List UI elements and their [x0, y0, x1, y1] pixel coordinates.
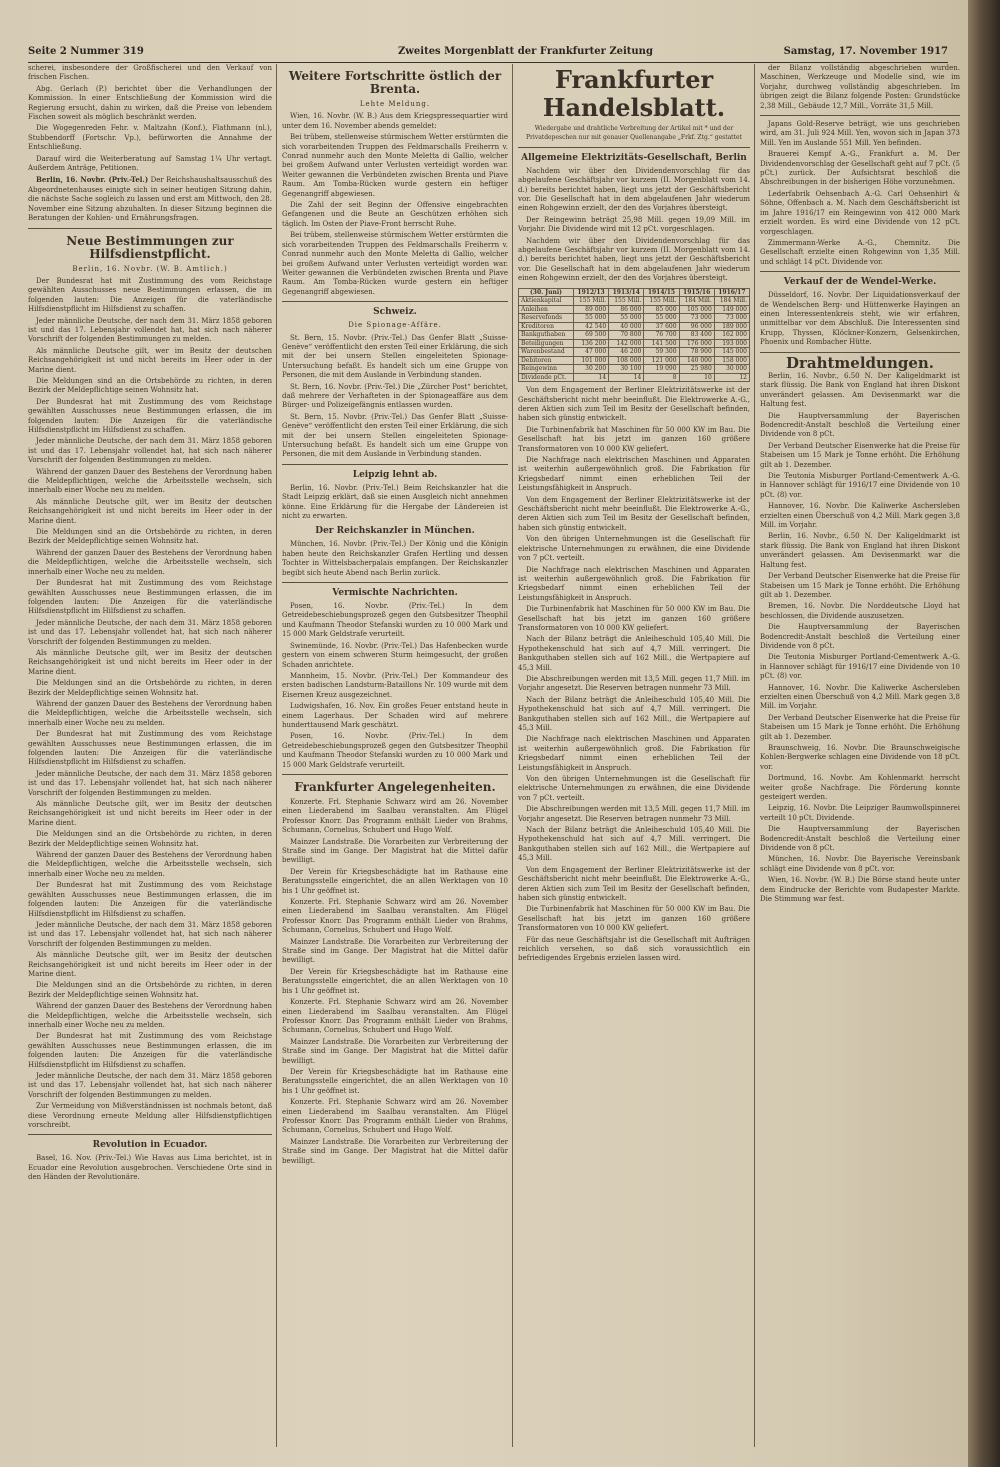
- table-cell: 142 000: [609, 339, 644, 348]
- article-text: Bei trübem, stellenweise stürmischem Wetter erstürmten die sich vorarbeitenden Truppen des Feldmarschalls Freiherrn v. Conrad nunmehr auch den Monte Meletta di Gallio, welcher bei großem Aufwand unter Verlusten verteidigt worden war. Weiter gewannen die Verbündeten zwischen Brenta und Piave Raum. Am Tomba-Rücken wurde gestern ein heftiger Gegenangriff abgewiesen.: [282, 231, 508, 296]
- divider: [282, 464, 508, 465]
- article-text: Bei trübem, stellenweise stürmischem Wetter erstürmten die sich vorarbeitenden Truppen des Feldmarschalls Freiherrn v. Conrad nunmehr auch den Monte Meletta di Gallio, welcher bei großem Aufwand unter Verlusten verteidigt worden war. Weiter gewannen die Verbündeten zwischen Brenta und Piave Raum. Am Tomba-Rücken wurde gestern ein heftiger Gegenangriff abgewiesen.: [282, 133, 508, 198]
- article-text: Konzerte. Frl. Stephanie Schwarz wird am 26. November einen Liederabend im Saalbau veranstalten. Am Flügel Professor Knorr. Das Programm enthält Lieder von Brahms, Schumann, Cornelius, Schubert und Hugo Wolf.: [282, 898, 508, 935]
- divider: [760, 352, 960, 353]
- table-cell: 78 900: [679, 348, 714, 357]
- divider: [282, 301, 508, 302]
- article-text: Die Abschreibungen werden mit 13,5 Mill. gegen 11,7 Mill. im Vorjahr angesetzt. Die Reserven betragen nunmehr 73 Mill.: [518, 805, 750, 823]
- article-text: St. Bern, 15. Novbr. (Priv.-Tel.) Das Genfer Blatt „Suisse-Genève“ veröffentlicht den ersten Teil einer Erklärung, die sich mit der bei unsern Stellen eingeleiteten Spionage-Untersuchung befaßt. Es handelt sich um eine Gruppe von Personen, die mit dem Auslande in Verbindung standen.: [282, 333, 508, 380]
- article-text: Als männliche Deutsche gilt, wer im Besitz der deutschen Reichsangehörigkeit ist und nicht bereits im Heer oder in der Marine dient.: [28, 648, 272, 676]
- table-cell: 176 000: [679, 339, 714, 348]
- article-text: Mainzer Landstraße. Die Vorarbeiten zur Verbreiterung der Straße sind im Gange. Der Magistrat hat die Mittel dafür bewilligt.: [282, 837, 508, 865]
- article-text: Die Hauptversammlung der Bayerischen Bodencredit-Anstalt beschloß die Verteilung einer Dividende von 8 pCt.: [760, 623, 960, 650]
- section-masthead: Frankfurter Handelsblatt.: [542, 65, 726, 122]
- table-cell: 8: [644, 373, 679, 382]
- article-text: Jeder männliche Deutsche, der nach dem 31. März 1858 geboren ist und das 17. Lebensjahr vollendet hat, hat sich nach näherer Vorschrift der folgenden Bestimmungen zu melden.: [28, 618, 272, 646]
- article-text: Von dem Engagement der Berliner Elektrizitätswerke ist der Geschäftsbericht nicht mehr beeinflußt. Die Elektrowerke A.-G., deren Aktien sich zum Teil im Besitz der Gesellschaft befinden, haben sich günstig entwickelt.: [518, 386, 750, 423]
- article-text: Jeder männliche Deutsche, der nach dem 31. März 1858 geboren ist und das 17. Lebensjahr vollendet hat, hat sich nach näherer Vorschrift der folgenden Bestimmungen zu melden.: [28, 769, 272, 797]
- column-4: [760, 64, 960, 1447]
- table-header-cell: (30. Juni): [519, 288, 574, 297]
- table-cell: 155 Mill.: [609, 297, 644, 306]
- article-text: Der Bundesrat hat mit Zustimmung des vom Reichstage gewählten Ausschusses neue Bestimmungen erlassen, die im folgenden lauten: Die Anzeigen für die vaterländische Hilfsdienstpflicht im Hilfsdienst zu schaffen.: [28, 579, 272, 616]
- dateline: Berlin, 16. Novbr. (W. B. Amtlich.): [72, 264, 228, 273]
- table-cell: 101 000: [573, 356, 608, 365]
- article-text: Als männliche Deutsche gilt, wer im Besitz der deutschen Reichsangehörigkeit ist und nicht bereits im Heer oder in der Marine dient.: [28, 800, 272, 827]
- table-cell: 136 200: [573, 339, 608, 348]
- article-text: Wien, 16. Novbr. (W. B.) Aus dem Kriegspressequartier wird unter dem 16. November abends gemeldet:: [282, 112, 508, 130]
- article-text: Der Reichshaushaltsausschuß des Abgeordnetenhauses einigte sich in seiner heutigen Sitzung dahin, die nächste Sache sogleich zu lassen und erst am Mittwoch, den 28. November eine Sitzung abzuhalten. In dieser Sitzung beginnen die Beratungen der Kohlen- und Ernährungsfragen.: [28, 176, 272, 223]
- article-text: Während der ganzen Dauer des Bestehens der Verordnung haben die Meldepflichtigen, welche die Arbeitsstelle wechseln, sich innerhalb einer Woche neu zu melden.: [28, 548, 272, 576]
- table-cell: 121 000: [644, 356, 679, 365]
- article-text: Der Verband Deutscher Eisenwerke hat die Preise für Stabeisen um 15 Mark je Tonne erhöht. Die Erhöhung gilt ab 1. Dezember.: [760, 713, 960, 741]
- article-text: Nach der Bilanz beträgt die Anleiheschuld 105,40 Mill. Die Hypothekenschuld hat sich auf 4,7 Mill. verringert. Die Bankguthaben stellen sich auf 162 Mill., die Wertpapiere auf 45,3 Mill.: [518, 826, 750, 863]
- table-cell: Warenbestand: [519, 348, 574, 357]
- table-cell: 19 090: [644, 365, 679, 374]
- article-text: Der Verein für Kriegsbeschädigte hat im Rathause eine Beratungsstelle eingerichtet, die an allen Werktagen von 10 bis 1 Uhr geöffnet ist.: [282, 1067, 508, 1095]
- article-text: Für das neue Geschäftsjahr ist die Gesellschaft mit Aufträgen reichlich versehen, so daß sich voraussichtlich ein befriedigendes Ergebnis erzielen lassen wird.: [518, 935, 750, 963]
- article-text: Jeder männliche Deutsche, der nach dem 31. März 1858 geboren ist und das 17. Lebensjahr vollendet hat, hat sich nach näherer Vorschrift der folgenden Bestimmungen zu melden.: [28, 437, 272, 465]
- article-text: Von den übrigen Unternehmungen ist die Gesellschaft für elektrische Unternehmungen zu erwähnen, die eine Dividende von 7 pCt. verteilt.: [518, 535, 750, 563]
- article-text: Während der ganzen Dauer des Bestehens der Verordnung haben die Meldepflichtigen, welche die Arbeitsstelle wechseln, sich innerhalb einer Woche neu zu melden.: [28, 851, 272, 878]
- article-text: Die Turbinenfabrik hat Maschinen für 50 000 KW im Bau. Die Gesellschaft hat bis jetzt im ganzen 160 größere Transformatoren von 10 000 KW geliefert.: [518, 905, 750, 933]
- article-text: Der Verband Deutscher Eisenwerke hat die Preise für Stabeisen um 15 Mark je Tonne erhöht. Die Erhöhung gilt ab 1. Dezember.: [760, 572, 960, 599]
- article-text: Swinemünde, 16. Novbr. (Priv.-Tel.) Das Hafenbecken wurde gestern von einem schweren Sturm heimgesucht, der großen Schaden anrichtete.: [282, 641, 508, 669]
- table-cell: 14: [573, 373, 608, 382]
- article-text: Die Hauptversammlung der Bayerischen Bodencredit-Anstalt beschloß die Verteilung einer Dividende von 8 pCt.: [760, 411, 960, 439]
- article-text: Während der ganzen Dauer des Bestehens der Verordnung haben die Meldepflichtigen, welche die Arbeitsstelle wechseln, sich innerhalb einer Woche neu zu melden.: [28, 699, 272, 727]
- article-text: Mannheim, 15. Novbr. (Priv.-Tel.) Der Kommandeur des ersten badischen Landsturm-Bataillons Nr. 109 wurde mit dem Eisernen Kreuz ausgezeichnet.: [282, 671, 508, 699]
- divider: [28, 1134, 272, 1135]
- column-1: [28, 64, 272, 1447]
- headline: Neue Bestimmungen zur Hilfsdienstpflicht.: [66, 233, 234, 261]
- article-text: Darauf wird die Weiterberatung auf Samstag 1¼ Uhr vertagt. Außerdem Anträge, Petitionen.: [28, 154, 272, 173]
- headline: Der Reichskanzler in München.: [315, 526, 475, 537]
- article-text: Als männliche Deutsche gilt, wer im Besitz der deutschen Reichsangehörigkeit ist und nicht bereits im Heer oder in der Marine dient.: [28, 951, 272, 978]
- article-text: Der Bundesrat hat mit Zustimmung des vom Reichstage gewählten Ausschusses neue Bestimmungen erlassen, die im folgenden lauten: Die Anzeigen für die vaterländische Hilfsdienstpflicht im Hilfsdienst zu schaffen.: [28, 730, 272, 767]
- divider: [760, 115, 960, 116]
- table-cell: 12: [714, 373, 749, 382]
- article-text: München, 16. Novbr. (Priv.-Tel.) Der König und die Königin haben heute den Reichskanzler Grafen Hertling und dessen Tochter in Wittelsbacherpalais empfangen. Der Reichskanzler begibt sich heute Abend nach Berlin zurück.: [282, 540, 508, 577]
- article-text: Brauerei Kempf A.-G., Frankfurt a. M. Der Dividendenvorschlag der Gesellschaft geht auf 7 pCt. (5 pCt.) zurück. Der Aufsichtsrat beschloß die Abschreibungen in der bisherigen Höhe vorzunehmen.: [760, 150, 960, 187]
- balance-table: [518, 288, 750, 383]
- table-header-cell: 1914/15: [644, 288, 679, 297]
- column-rule: [512, 64, 513, 1447]
- article-text: Während der ganzen Dauer des Bestehens der Verordnung haben die Meldepflichtigen, welche die Arbeitsstelle wechseln, sich innerhalb einer Woche neu zu melden.: [28, 467, 272, 495]
- article-text: Der Verband Deutscher Eisenwerke hat die Preise für Stabeisen um 15 Mark je Tonne erhöht. Die Erhöhung gilt ab 1. Dezember.: [760, 441, 960, 469]
- article-text: Die Zahl der seit Beginn der Offensive eingebrachten Gefangenen und die Beute an Geschützen erhöhen sich täglich. Im Osten der Piave-Front herrscht Ruhe.: [282, 201, 508, 228]
- article-text: Als männliche Deutsche gilt, wer im Besitz der deutschen Reichsangehörigkeit ist und nicht bereits im Heer oder in der Marine dient.: [28, 497, 272, 525]
- article-text: Basel, 16. Nov. (Priv.-Tel.) Wie Havas aus Lima berichtet, ist in Ecuador eine Revolution ausgebrochen. Verschiedene Orte sind in den Händen der Revolutionäre.: [28, 1154, 272, 1182]
- article-text: Bremen, 16. Novbr. Die Norddeutsche Lloyd hat beschlossen, die Dividende auszusetzen.: [760, 602, 960, 620]
- divider: [760, 271, 960, 272]
- table-cell: 70 800: [609, 331, 644, 340]
- table-header-cell: 1915/16: [679, 288, 714, 297]
- article-text: Berlin, 16. Novbr. (Priv.-Tel.) Beim Reichskanzler hat die Stadt Leipzig erklärt, daß sie einen Ausgleich nicht annehmen könne. Eine Erklärung für die Hergabe der Ländereien ist nicht zu erwarten.: [282, 483, 508, 521]
- table-cell: 40 000: [609, 322, 644, 331]
- table-cell: 59 300: [644, 348, 679, 357]
- subheadline: Lehte Meldung.: [359, 100, 431, 108]
- page-header: [28, 44, 948, 63]
- article-text: Berlin, 16. Novbr., 6.50 N. Der Kaligeldmarkt ist stark flüssig. Die Bank von England hat ihren Diskont unverändert gelassen. Am Devisenmarkt war die Haltung fest.: [760, 532, 960, 569]
- article-text: Die Teutonia Misburger Portland-Cementwerk A.-G. in Hannover schlägt für 1916/17 eine Dividende von 10 pCt. (8) vor.: [760, 472, 960, 499]
- table-cell: 86 000: [609, 305, 644, 314]
- table-row: [519, 365, 750, 374]
- article-text: Von dem Engagement der Berliner Elektrizitätswerke ist der Geschäftsbericht nicht mehr beeinflußt. Die Elektrowerke A.-G., deren Aktien sich zum Teil im Besitz der Gesellschaft befinden, haben sich günstig entwickelt.: [518, 865, 750, 902]
- article-text: Der Bundesrat hat mit Zustimmung des vom Reichstage gewählten Ausschusses neue Bestimmungen erlassen, die im folgenden lauten: Die Anzeigen für die vaterländische Hilfsdienstpflicht im Hilfsdienst zu schaffen.: [28, 397, 272, 434]
- table-cell: 73 000: [679, 314, 714, 323]
- table-row: [519, 331, 750, 340]
- issue-date: Samstag, 17. November 1917: [783, 46, 948, 57]
- headline: Leipzig lehnt ab.: [352, 469, 438, 480]
- article-text: Die Meldungen sind an die Ortsbehörde zu richten, in deren Bezirk der Meldepflichtige seinen Wohnsitz hat.: [28, 376, 272, 395]
- article-text: Nachdem wir über den Dividendenvorschlag für das abgelaufene Geschäftsjahr vor kurzem (II. Morgenblatt vom 14. d.) bereits berichtet haben, liegt uns jetzt der Geschäftsbericht vor. Die Gesellschaft hat in dem abgelaufenen Jahr wiederum einen Rohgewinn erzielt, der den des Vorjahres übersteigt.: [518, 166, 750, 213]
- headline: Revolution in Ecuador.: [92, 1140, 208, 1151]
- article-text: Der Bundesrat hat mit Zustimmung des vom Reichstage gewählten Ausschusses neue Bestimmungen erlassen, die im folgenden lauten: Die Anzeigen für die vaterländische Hilfsdienstpflicht im Hilfsdienst zu schaffen.: [28, 881, 272, 918]
- table-cell: 83 400: [679, 331, 714, 340]
- article-text: St. Bern, 16. Novbr. (Priv.-Tel.) Die „Zürcher Post“ berichtet, daß mehrere der Verhafteten in der Spionageaffäre aus dem Bürger- und Polizeigefängnis entlassen wurden.: [282, 382, 508, 410]
- article-text: Die Wogegenreden Fehr. v. Maltzahn (Konf.), Flathmann (nl.), Stubbendorff (Fortschr. Vp.), befürworten die Annahme der Entschließung.: [28, 124, 272, 152]
- newspaper-title: Zweites Morgenblatt der Frankfurter Zeitung: [398, 46, 653, 57]
- table-cell: 69 500: [573, 331, 608, 340]
- table-cell: Debitoren: [519, 356, 574, 365]
- article-text: Nachdem wir über den Dividendenvorschlag für das abgelaufene Geschäftsjahr vor kurzem (II. Morgenblatt vom 14. d.) bereits berichtet haben, liegt uns jetzt der Geschäftsbericht vor. Die Gesellschaft hat in dem abgelaufenen Jahr wiederum einen Rohgewinn erzielt, der den des Vorjahres übersteigt.: [518, 236, 750, 283]
- article-text: Der Bundesrat hat mit Zustimmung des vom Reichstage gewählten Ausschusses neue Bestimmungen erlassen, die im folgenden lauten: Die Anzeigen für die vaterländische Hilfsdienstpflicht im Hilfsdienst zu schaffen.: [28, 276, 272, 314]
- table-cell: 30 100: [609, 365, 644, 374]
- article-text: Der Verein für Kriegsbeschädigte hat im Rathause eine Beratungsstelle eingerichtet, die an allen Werktagen von 10 bis 1 Uhr geöffnet ist.: [282, 867, 508, 895]
- table-cell: Anleihen: [519, 305, 574, 314]
- table-cell: 193 000: [714, 339, 749, 348]
- article-text: Wien, 16. Novbr. (W. B.) Die Börse stand heute unter dem Eindrucke der Berichte vom Budapester Markte. Die Stimmung war fest.: [760, 876, 960, 904]
- table-header-cell: 1913/14: [609, 288, 644, 297]
- table-cell: Kreditoren: [519, 322, 574, 331]
- article-text: Nach der Bilanz beträgt die Anleiheschuld 105,40 Mill. Die Hypothekenschuld hat sich auf 4,7 Mill. verringert. Die Bankguthaben stellen sich auf 162 Mill., die Wertpapiere auf 45,3 Mill.: [518, 695, 750, 732]
- table-cell: 184 Mill.: [714, 297, 749, 306]
- headline: Verkauf der de Wendel-Werke.: [783, 277, 937, 288]
- article-text: Die Turbinenfabrik hat Maschinen für 50 000 KW im Bau. Die Gesellschaft hat bis jetzt im ganzen 160 größere Transformatoren von 10 000 KW geliefert.: [518, 605, 750, 632]
- headline: Frankfurter Angelegenheiten.: [294, 779, 496, 794]
- article-text: Die Meldungen sind an die Ortsbehörde zu richten, in deren Bezirk der Meldepflichtige seinen Wohnsitz hat.: [28, 830, 272, 848]
- table-row: [519, 297, 750, 306]
- article-text: Die Turbinenfabrik hat Maschinen für 50 000 KW im Bau. Die Gesellschaft hat bis jetzt im ganzen 160 größere Transformatoren von 10 000 KW geliefert.: [518, 425, 750, 453]
- article-text: München, 16. Novbr. Die Bayerische Vereinsbank schlägt eine Dividende von 8 pCt. vor.: [760, 855, 960, 873]
- article-text: Leipzig, 16. Novbr. Die Leipziger Baumwollspinnerei verteilt 10 pCt. Dividende.: [760, 804, 960, 822]
- subheadline: Die Spionage-Affäre.: [348, 321, 442, 330]
- table-cell: 10: [679, 373, 714, 382]
- table-cell: 162 000: [714, 331, 749, 340]
- column-rule: [276, 64, 277, 1447]
- article-text: Die Abschreibungen werden mit 13,5 Mill. gegen 11,7 Mill. im Vorjahr angesetzt. Die Reserven betragen nunmehr 73 Mill.: [518, 674, 750, 693]
- article-text: Konzerte. Frl. Stephanie Schwarz wird am 26. November einen Liederabend im Saalbau veranstalten. Am Flügel Professor Knorr. Das Programm enthält Lieder von Brahms, Schumann, Cornelius, Schubert und Hugo Wolf.: [282, 998, 508, 1035]
- table-cell: 73 000: [714, 314, 749, 323]
- table-cell: Bankguthaben: [519, 331, 574, 340]
- dateline: Berlin, 16. Novbr. (Priv.-Tel.): [36, 175, 149, 185]
- article-text: Die Nachfrage nach elektrischen Maschinen und Apparaten ist weiterhin außergewöhnlich groß. Die Fabrikation für Kriegsbedarf nimmt einen erheblichen Teil der Leistungsfähigkeit in Anspruch.: [518, 565, 750, 602]
- table-cell: 96 000: [679, 322, 714, 331]
- table-row: [519, 348, 750, 357]
- article-text: Berlin, 16. Novbr., 6.50 N. Der Kaligeldmarkt ist stark flüssig. Die Bank von England hat ihren Diskont unverändert gelassen. Am Devisenmarkt war die Haltung fest.: [760, 371, 960, 409]
- article-text: Zur Vermeidung von Mißverständnissen ist nochmals betont, daß diese Verordnung erneute Meldung aller Hilfsdienstpflichtigen vorschreibt.: [28, 1102, 272, 1130]
- table-cell: 140 000: [679, 356, 714, 365]
- article-text: Dortmund, 16. Novbr. Am Kohlenmarkt herrscht weiter große Nachfrage. Die Förderung konnte gesteigert werden.: [760, 774, 960, 802]
- table-cell: 149 000: [714, 305, 749, 314]
- article-text: Von den übrigen Unternehmungen ist die Gesellschaft für elektrische Unternehmungen zu erwähnen, die eine Dividende von 7 pCt. verteilt.: [518, 775, 750, 802]
- table-row: [519, 314, 750, 323]
- table-row: [519, 305, 750, 314]
- table-cell: 108 000: [609, 356, 644, 365]
- article-text: Der Verein für Kriegsbeschädigte hat im Rathause eine Beratungsstelle eingerichtet, die an allen Werktagen von 10 bis 1 Uhr geöffnet ist.: [282, 967, 508, 995]
- table-cell: 55 000: [573, 314, 608, 323]
- headline: Drahtmeldungen.: [785, 353, 935, 372]
- article-text: Der Reingewinn beträgt 25,98 Mill. gegen 19,09 Mill. im Vorjahr. Die Dividende wird mit 12 pCt. vorgeschlagen.: [518, 215, 750, 234]
- article-text: Die Meldungen sind an die Ortsbehörde zu richten, in deren Bezirk der Meldepflichtige seinen Wohnsitz hat.: [28, 981, 272, 999]
- divider: [282, 582, 508, 583]
- divider: [518, 147, 750, 148]
- article-text: Jeder männliche Deutsche, der nach dem 31. März 1858 geboren ist und das 17. Lebensjahr vollendet hat, hat sich nach näherer Vorschrift der folgenden Bestimmungen zu melden.: [28, 316, 272, 344]
- table-cell: 189 000: [714, 322, 749, 331]
- article-text: Mainzer Landstraße. Die Vorarbeiten zur Verbreiterung der Straße sind im Gange. Der Magistrat hat die Mittel dafür bewilligt.: [282, 937, 508, 965]
- column-rule: [754, 64, 755, 1447]
- table-row: [519, 356, 750, 365]
- article-text: Als männliche Deutsche gilt, wer im Besitz der deutschen Reichsangehörigkeit ist und nicht bereits im Heer oder in der Marine dient.: [28, 346, 272, 374]
- table-cell: 30 000: [714, 365, 749, 374]
- article-text: Nach der Bilanz beträgt die Anleiheschuld 105,40 Mill. Die Hypothekenschuld hat sich auf 4,7 Mill. verringert. Die Bankguthaben stellen sich auf 162 Mill., die Wertpapiere auf 45,3 Mill.: [518, 635, 750, 672]
- column-2: [282, 64, 508, 1447]
- article-text: Konzerte. Frl. Stephanie Schwarz wird am 26. November einen Liederabend im Saalbau veranstalten. Am Flügel Professor Knorr. Das Programm enthält Lieder von Brahms, Schumann, Cornelius, Schubert und Hugo Wolf.: [282, 1098, 508, 1135]
- table-header-cell: 1916/17: [714, 288, 749, 297]
- table-cell: 158 000: [714, 356, 749, 365]
- article-text: Jeder männliche Deutsche, der nach dem 31. März 1858 geboren ist und das 17. Lebensjahr vollendet hat, hat sich nach näherer Vorschrift der folgenden Bestimmungen zu melden.: [28, 920, 272, 948]
- table-body: [519, 297, 750, 382]
- article-text: Die Hauptversammlung der Bayerischen Bodencredit-Anstalt beschloß die Verteilung einer Dividende von 8 pCt.: [760, 825, 960, 853]
- table-cell: 141 500: [644, 339, 679, 348]
- article-text: Posen, 16. Novbr. (Priv.-Tel.) In dem Getreidebeschiebungsprozeß gegen den Gutsbesitzer Theophil und Kaufmann Theodor Stefanski wurden zu 10 000 Mark und 15 000 Mark Geldstrafe verurteilt.: [282, 732, 508, 769]
- article-text: Die Meldungen sind an die Ortsbehörde zu richten, in deren Bezirk der Meldepflichtige seinen Wohnsitz hat.: [28, 528, 272, 546]
- table-cell: 42 540: [573, 322, 608, 331]
- article-text: Der Bundesrat hat mit Zustimmung des vom Reichstage gewählten Ausschusses neue Bestimmungen erlassen, die im folgenden lauten: Die Anzeigen für die vaterländische Hilfsdienstpflicht im Hilfsdienst zu schaffen.: [28, 1032, 272, 1069]
- table-row: [519, 322, 750, 331]
- table-cell: Reingewinn: [519, 365, 574, 374]
- table-cell: 155 Mill.: [573, 297, 608, 306]
- article-text: Hannover, 16. Novbr. Die Kaliwerke Aschersleben erzielten einen Überschuß von 4,2 Mill. Mark gegen 3,8 Mill. im Vorjahr.: [760, 502, 960, 530]
- article-text: Zimmermann-Werke A.-G., Chemnitz. Die Gesellschaft erzielte einen Rohgewinn von 1,35 Mill. und schlägt 14 pCt. Dividende vor.: [760, 238, 960, 266]
- table-row: [519, 339, 750, 348]
- book-binding: [968, 0, 1000, 1467]
- article-text: Posen, 16. Novbr. (Priv.-Tel.) In dem Getreidebeschiebungsprozeß gegen den Gutsbesitzer Theophil und Kaufmann Theodor Stefanski wurden zu 10 000 Mark und 15 000 Mark Geldstrafe verurteilt.: [282, 602, 508, 639]
- article-text: scherei, insbesondere der Großfischerei und den Verkauf von frischen Fischen.: [28, 64, 272, 82]
- article-text: Die Nachfrage nach elektrischen Maschinen und Apparaten ist weiterhin außergewöhnlich groß. Die Fabrikation für Kriegsbedarf nimmt einen erheblichen Teil der Leistungsfähigkeit in Anspruch.: [518, 735, 750, 772]
- table-row: [519, 373, 750, 382]
- table-cell: 145 000: [714, 348, 749, 357]
- article-text: Ludwigshafen, 16. Nov. Ein großes Feuer entstand heute in einem Lagerhaus. Der Schaden wird auf mehrere hunderttausend Mark geschätzt.: [282, 702, 508, 729]
- page-number: Seite 2 Nummer 319: [28, 46, 144, 57]
- table-cell: 46 200: [609, 348, 644, 357]
- table-cell: Aktienkapital: [519, 297, 574, 306]
- article-text: Düsseldorf, 16. Novbr. Der Liquidationsverkauf der de Wendelschen Berg- und Hüttenwerke Hayingen an einen Interessentenkreis steht, wie wir erfahren, unmittelbar vor dem Abschluß. Die Interessenten sind Krupp, Thyssen, Klöckner-Konzern, Gelsenkirchen, Phoenix und Rombacher Hütte.: [760, 291, 960, 347]
- table-cell: 14: [609, 373, 644, 382]
- article-text: Mainzer Landstraße. Die Vorarbeiten zur Verbreiterung der Straße sind im Gange. Der Magistrat hat die Mittel dafür bewilligt.: [282, 1037, 508, 1065]
- table-header-cell: 1912/13: [573, 288, 608, 297]
- table-cell: 76 700: [644, 331, 679, 340]
- article-text: St. Bern, 15. Novbr. (Priv.-Tel.) Das Genfer Blatt „Suisse-Genève“ veröffentlicht den ersten Teil einer Erklärung, die sich mit der bei unsern Stellen eingeleiteten Spionage-Untersuchung befaßt. Es handelt sich um eine Gruppe von Personen, die mit dem Auslande in Verbindung standen.: [282, 412, 508, 459]
- table-cell: Beteiligungen: [519, 339, 574, 348]
- headline: Weitere Fortschritte östlich der Brenta.: [288, 69, 502, 96]
- article-text: Hannover, 16. Novbr. Die Kaliwerke Aschersleben erzielten einen Überschuß von 4,2 Mill. Mark gegen 3,8 Mill. im Vorjahr.: [760, 683, 960, 711]
- table-cell: Dividende pCt.: [519, 373, 574, 382]
- table-cell: 55 000: [644, 314, 679, 323]
- headline: Allgemeine Elektrizitäts-Gesellschaft, Berlin: [521, 152, 747, 163]
- table-cell: 55 000: [609, 314, 644, 323]
- table-cell: 30 200: [573, 365, 608, 374]
- table-cell: 105 000: [679, 305, 714, 314]
- article-text: Während der ganzen Dauer des Bestehens der Verordnung haben die Meldepflichtigen, welche die Arbeitsstelle wechseln, sich innerhalb einer Woche neu zu melden.: [28, 1002, 272, 1029]
- table-cell: 184 Mill.: [679, 297, 714, 306]
- table-cell: 85 000: [644, 305, 679, 314]
- article-text: Japans Gold-Reserve beträgt, wie uns geschrieben wird, am 31. Juli 924 Mill. Yen, wovon sich in Japan 373 Mill. Yen im Auslande 551 Mill. Yen befinden.: [760, 120, 960, 147]
- table-cell: 47 000: [573, 348, 608, 357]
- article-text: Mainzer Landstraße. Die Vorarbeiten zur Verbreiterung der Straße sind im Gange. Der Magistrat hat die Mittel dafür bewilligt.: [282, 1137, 508, 1165]
- table-cell: Reservefonds: [519, 314, 574, 323]
- article-text: Jeder männliche Deutsche, der nach dem 31. März 1858 geboren ist und das 17. Lebensjahr vollendet hat, hat sich nach näherer Vorschrift der folgenden Bestimmungen zu melden.: [28, 1072, 272, 1099]
- article-text: Braunschweig, 16. Novbr. Die Braunschweigische Kohlen-Bergwerke schlagen eine Dividende von 18 pCt. vor.: [760, 744, 960, 771]
- column-3: [518, 64, 750, 1447]
- divider: [282, 774, 508, 775]
- article-text: Abg. Gerlach (P.) berichtet über die Verhandlungen der Kommission. In einer Entschließung der Kommission wird die Regierung ersucht, dahin zu wirken, daß die Preise von lebendem Fischen soweit als möglich beschränkt werden.: [28, 84, 272, 122]
- table-cell: 89 000: [573, 305, 608, 314]
- article-text: Von dem Engagement der Berliner Elektrizitätswerke ist der Geschäftsbericht nicht mehr beeinflußt. Die Elektrowerke A.-G., deren Aktien sich zum Teil im Besitz der Gesellschaft befinden, haben sich günstig entwickelt.: [518, 495, 750, 532]
- table-cell: 37 600: [644, 322, 679, 331]
- article-text: Die Meldungen sind an die Ortsbehörde zu richten, in deren Bezirk der Meldepflichtige seinen Wohnsitz hat.: [28, 679, 272, 697]
- headline: Vermischte Nachrichten.: [332, 588, 458, 599]
- headline: Schweiz.: [373, 307, 417, 318]
- copyright-notice: Wiedergabe und drahtliche Verbreitung der Artikel mit * und der Privatdepeschen nur mit genauer Quellenangabe „Frkf. Ztg.“ gestattet: [526, 125, 742, 142]
- table-cell: 155 Mill.: [644, 297, 679, 306]
- article-text: Die Teutonia Misburger Portland-Cementwerk A.-G. in Hannover schlägt für 1916/17 eine Dividende von 10 pCt. (8) vor.: [760, 653, 960, 681]
- article-text: [28, 175, 272, 223]
- article-text: Konzerte. Frl. Stephanie Schwarz wird am 26. November einen Liederabend im Saalbau veranstalten. Am Flügel Professor Knorr. Das Programm enthält Lieder von Brahms, Schumann, Cornelius, Schubert und Hugo Wolf.: [282, 797, 508, 835]
- article-text: der Bilanz vollständig abgeschrieben wurden. Maschinen, Werkzeuge und Modelle sind, wie im Vorjahr, durchweg vollständig abgeschrieben. Im übrigen zeigt die Bilanz folgende Posten: Grundstücke 2,38 Mill., Gebäude 12,7 Mill., Vorräte 31,5 Mill.: [760, 64, 960, 110]
- article-text: Die Nachfrage nach elektrischen Maschinen und Apparaten ist weiterhin außergewöhnlich groß. Die Fabrikation für Kriegsbedarf nimmt einen erheblichen Teil der Leistungsfähigkeit in Anspruch.: [518, 456, 750, 493]
- table-header: [519, 288, 750, 297]
- article-text: Lederfabrik Oehsenbach A.-G. Carl Oehsenhirt & Söhne, Offenbach a. M. Nach dem Geschäftsbericht ist im Jahre 1916/17 ein Reingewinn von 412 000 Mark erzielt worden. Es wird eine Dividende von 12 pCt. vorgeschlagen.: [760, 189, 960, 236]
- divider: [28, 228, 272, 229]
- table-cell: 25 980: [679, 365, 714, 374]
